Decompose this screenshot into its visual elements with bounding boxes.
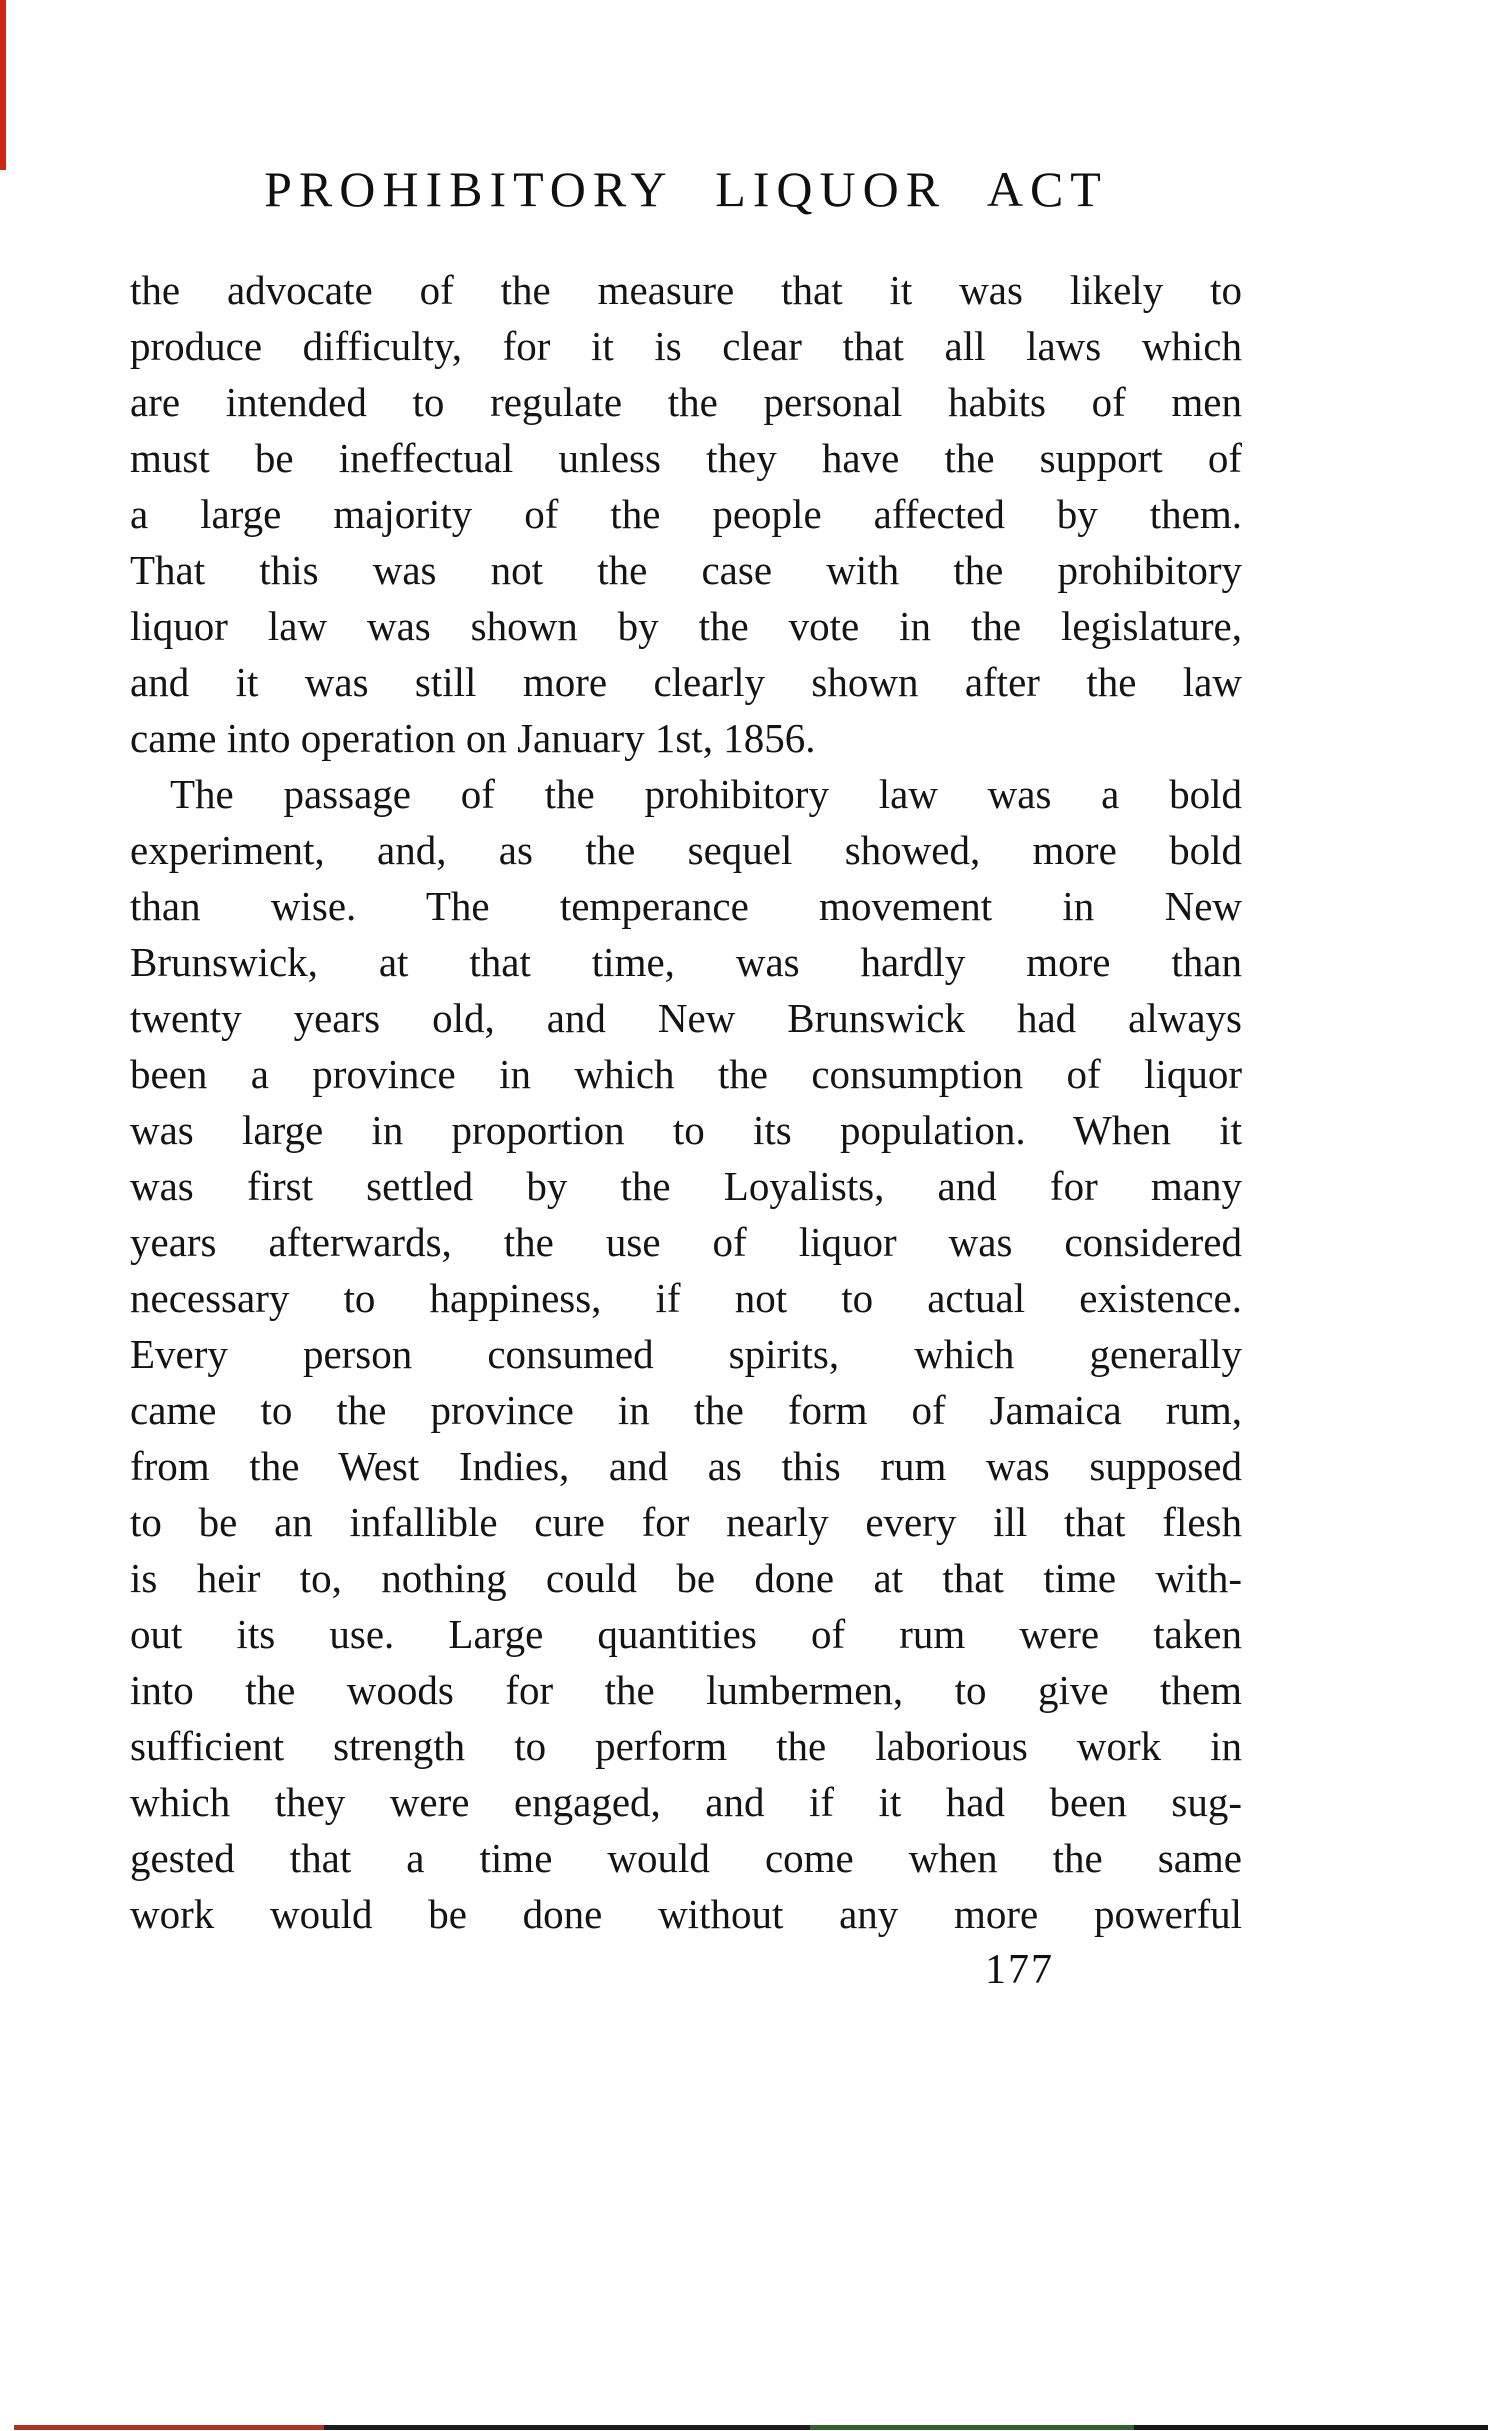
text-line: than wise. The temperance movement in New [130, 883, 1242, 929]
scan-artifact-segment [810, 2425, 1134, 2430]
text-line: liquor law was shown by the vote in the legislature, [130, 603, 1242, 649]
text-line: Brunswick, at that time, was hardly more than [130, 939, 1242, 985]
text-line: experiment, and, as the sequel showed, more bold [130, 827, 1242, 873]
scan-artifact-segment [1134, 2425, 1488, 2430]
text-line: work would be done without any more powerful [130, 1891, 1242, 1937]
text-line: which they were engaged, and if it had been sug- [130, 1779, 1242, 1825]
page-number: 177 [985, 1947, 1054, 1993]
text-line: to be an infallible cure for nearly every ill that flesh [130, 1499, 1242, 1545]
text-line: and it was still more clearly shown after the law [130, 659, 1242, 705]
text-line: The passage of the prohibitory law was a bold [170, 771, 1242, 817]
text-line: from the West Indies, and as this rum was supposed [130, 1443, 1242, 1489]
text-line: must be ineffectual unless they have the support of [130, 435, 1242, 481]
text-line: been a province in which the consumption of liquor [130, 1051, 1242, 1097]
text-line: a large majority of the people affected by them. [130, 491, 1242, 537]
text-line: produce difficulty, for it is clear that all laws which [130, 323, 1242, 369]
text-line: into the woods for the lumbermen, to give them [130, 1667, 1242, 1713]
text-line: Every person consumed spirits, which generally [130, 1331, 1242, 1377]
text-line: sufficient strength to perform the laborious work in [130, 1723, 1242, 1769]
page-content [130, 160, 1242, 1942]
text-line: are intended to regulate the personal habits of men [130, 379, 1242, 425]
scan-edge-artifact-left [0, 0, 6, 170]
paragraph [130, 766, 1242, 1942]
scan-artifact-segment [14, 2425, 324, 2430]
text-line: twenty years old, and New Brunswick had always [130, 995, 1242, 1041]
text-line: was large in proportion to its population. When it [130, 1107, 1242, 1153]
text-line: the advocate of the measure that it was likely to [130, 267, 1242, 313]
page-title: PROHIBITORY LIQUOR ACT [264, 161, 1108, 217]
scan-artifact-segment [324, 2425, 810, 2430]
text-line: That this was not the case with the prohibitory [130, 547, 1242, 593]
paragraph [130, 262, 1242, 766]
text-line: gested that a time would come when the same [130, 1835, 1242, 1881]
text-line: came into operation on January 1st, 1856. [130, 715, 816, 761]
text-line: was first settled by the Loyalists, and for many [130, 1163, 1242, 1209]
text-line: came to the province in the form of Jamaica rum, [130, 1387, 1242, 1433]
text-line: years afterwards, the use of liquor was considered [130, 1219, 1242, 1265]
body-text [130, 262, 1242, 1942]
scan-edge-artifact-bottom [14, 2425, 1488, 2430]
text-line: is heir to, nothing could be done at that time with- [130, 1555, 1242, 1601]
text-line: necessary to happiness, if not to actual existence. [130, 1275, 1242, 1321]
text-line: out its use. Large quantities of rum were taken [130, 1611, 1242, 1657]
